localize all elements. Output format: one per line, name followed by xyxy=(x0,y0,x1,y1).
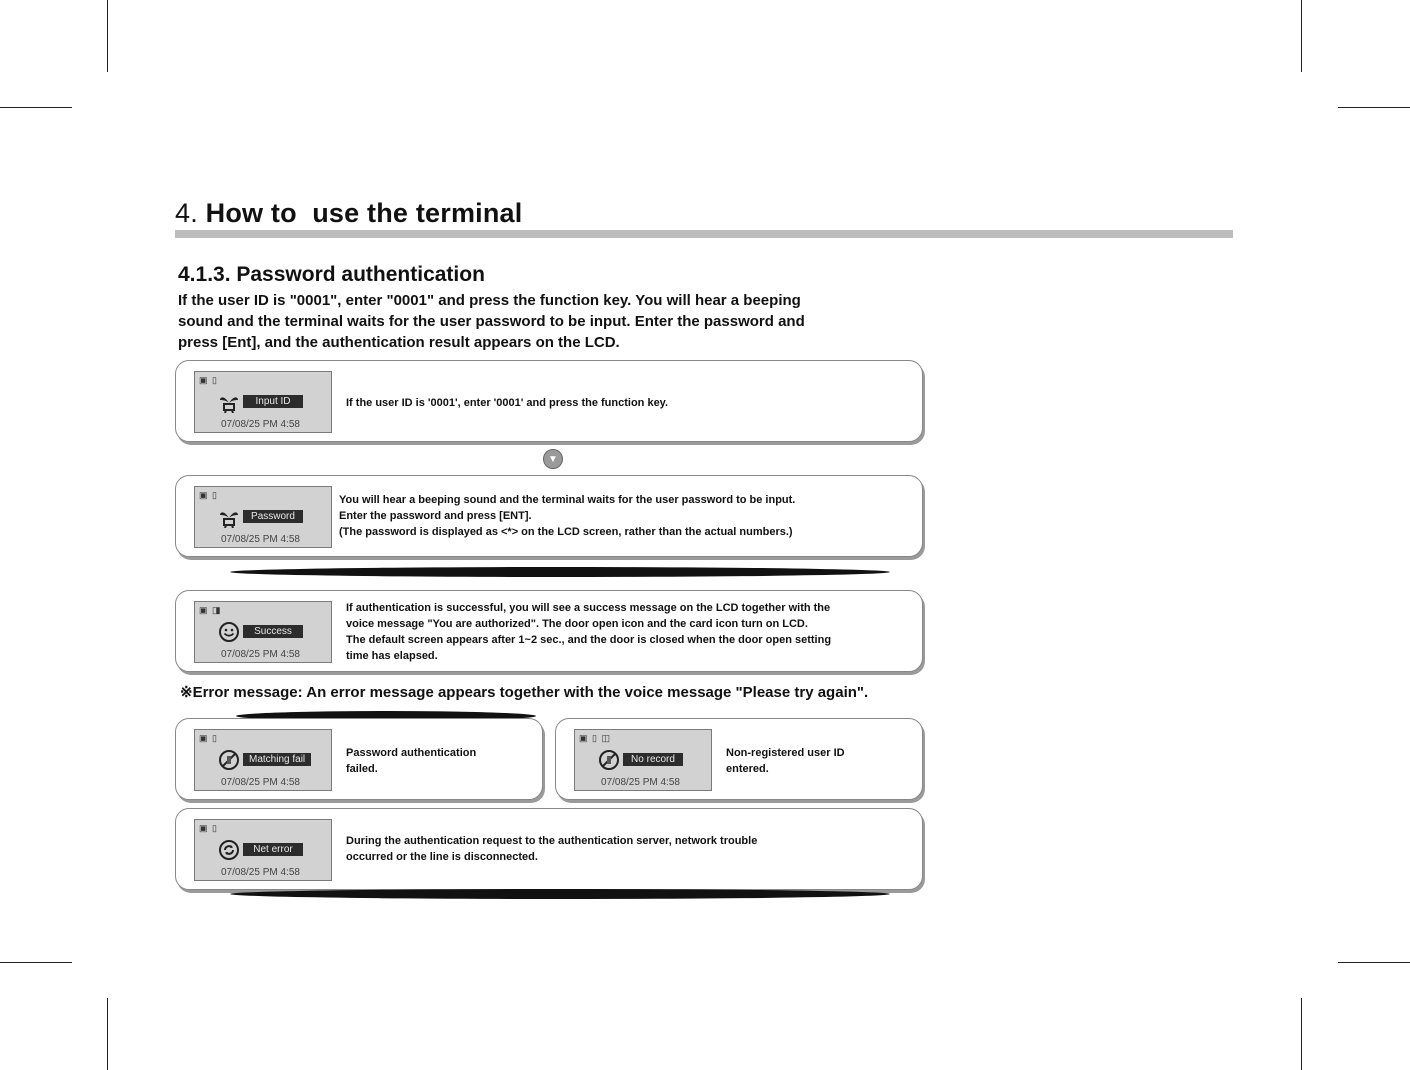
step-text-line: You will hear a beeping sound and the terminal waits for the user password to be input. xyxy=(339,494,796,506)
plant-icon xyxy=(217,390,241,414)
panel-shadow-swoosh xyxy=(230,567,890,577)
lcd-status-icons: ▣ ▯ xyxy=(199,490,218,500)
crop-mark xyxy=(107,0,108,72)
lcd-message: Input ID xyxy=(243,395,303,408)
down-arrow-icon: ▼ xyxy=(543,449,563,469)
step-text: If the user ID is '0001', enter '0001' and press the function key. xyxy=(346,397,669,409)
chapter-heading xyxy=(175,198,522,229)
step-panel-success xyxy=(175,590,923,672)
step-text xyxy=(339,492,795,540)
section-title: 4.1.3. Password authentication xyxy=(178,263,485,286)
heading-rule xyxy=(175,230,1233,238)
error-text-line: Non-registered user ID xyxy=(726,747,845,759)
crop-mark xyxy=(1338,107,1410,108)
lcd-screen xyxy=(194,729,332,791)
crop-mark xyxy=(1301,0,1302,72)
lcd-date: 07/08/25 PM 4:58 xyxy=(221,534,300,545)
crop-mark xyxy=(1338,962,1410,963)
lcd-message: No record xyxy=(623,753,683,766)
lcd-screen xyxy=(194,601,332,663)
error-text-line: occurred or the line is disconnected. xyxy=(346,851,538,863)
lcd-message: Net error xyxy=(243,843,303,856)
step-text xyxy=(346,600,831,664)
error-text-line: During the authentication request to the authentication server, network trouble xyxy=(346,835,758,847)
lcd-status-icons: ▣ ▯ ◫ xyxy=(579,733,611,743)
chapter-title: How to use the terminal xyxy=(205,198,523,228)
lcd-message: Password xyxy=(243,510,303,523)
error-text-line: failed. xyxy=(346,763,378,775)
lcd-message: Matching fail xyxy=(243,753,311,766)
error-text-line: Password authentication xyxy=(346,747,477,759)
error-text xyxy=(726,745,845,777)
no-entry-icon xyxy=(217,748,241,772)
step-text-line: Enter the password and press [ENT]. xyxy=(339,510,532,522)
crop-mark xyxy=(0,107,72,108)
lcd-status-icons: ▣ ▯ xyxy=(199,375,218,385)
lcd-screen xyxy=(194,486,332,548)
error-text xyxy=(346,745,476,777)
step-panel-password xyxy=(175,475,923,557)
crop-mark xyxy=(107,998,108,1070)
error-note: ※Error message: An error message appears together with the voice message "Please try again". xyxy=(180,684,869,701)
step-text-line: voice message "You are authorized". The door open icon and the card icon turn on LCD. xyxy=(346,618,808,630)
smiley-icon xyxy=(217,620,241,644)
lcd-message: Success xyxy=(243,625,303,638)
lcd-status-icons: ▣ ◨ xyxy=(199,605,222,615)
error-panel-matching-fail xyxy=(175,718,543,800)
crop-mark xyxy=(1301,998,1302,1070)
step-text-line: The default screen appears after 1~2 sec., and the door is closed when the door open setting xyxy=(346,634,832,646)
chapter-number: 4. xyxy=(175,198,198,228)
panel-shadow-swoosh xyxy=(230,889,890,899)
error-text-line: entered. xyxy=(726,763,769,775)
lcd-date: 07/08/25 PM 4:58 xyxy=(221,649,300,660)
lcd-date: 07/08/25 PM 4:58 xyxy=(221,867,300,878)
crop-mark xyxy=(0,962,72,963)
lcd-status-icons: ▣ ▯ xyxy=(199,733,218,743)
section-intro: If the user ID is "0001", enter "0001" and press the function key. You will hear a beeping sound and the terminal waits for the user password to be input. Enter the password and press [Ent], and the authentication result appears on the LCD. xyxy=(178,292,805,351)
lcd-date: 07/08/25 PM 4:58 xyxy=(601,777,680,788)
error-panel-net-error xyxy=(175,808,923,890)
network-error-icon xyxy=(217,838,241,862)
step-text-line: time has elapsed. xyxy=(346,650,438,662)
error-text xyxy=(346,833,757,865)
step-text-line: If authentication is successful, you will see a success message on the LCD together with the xyxy=(346,602,831,614)
no-entry-icon xyxy=(597,748,621,772)
error-panel-no-record xyxy=(555,718,923,800)
lcd-date: 07/08/25 PM 4:58 xyxy=(221,777,300,788)
lcd-status-icons: ▣ ▯ xyxy=(199,823,218,833)
lcd-screen xyxy=(574,729,712,791)
step-panel-input-id xyxy=(175,360,923,442)
step-text-line: (The password is displayed as <*> on the LCD screen, rather than the actual numbers.) xyxy=(339,526,793,538)
lcd-date: 07/08/25 PM 4:58 xyxy=(221,419,300,430)
lcd-screen xyxy=(194,371,332,433)
lcd-screen xyxy=(194,819,332,881)
plant-icon xyxy=(217,505,241,529)
